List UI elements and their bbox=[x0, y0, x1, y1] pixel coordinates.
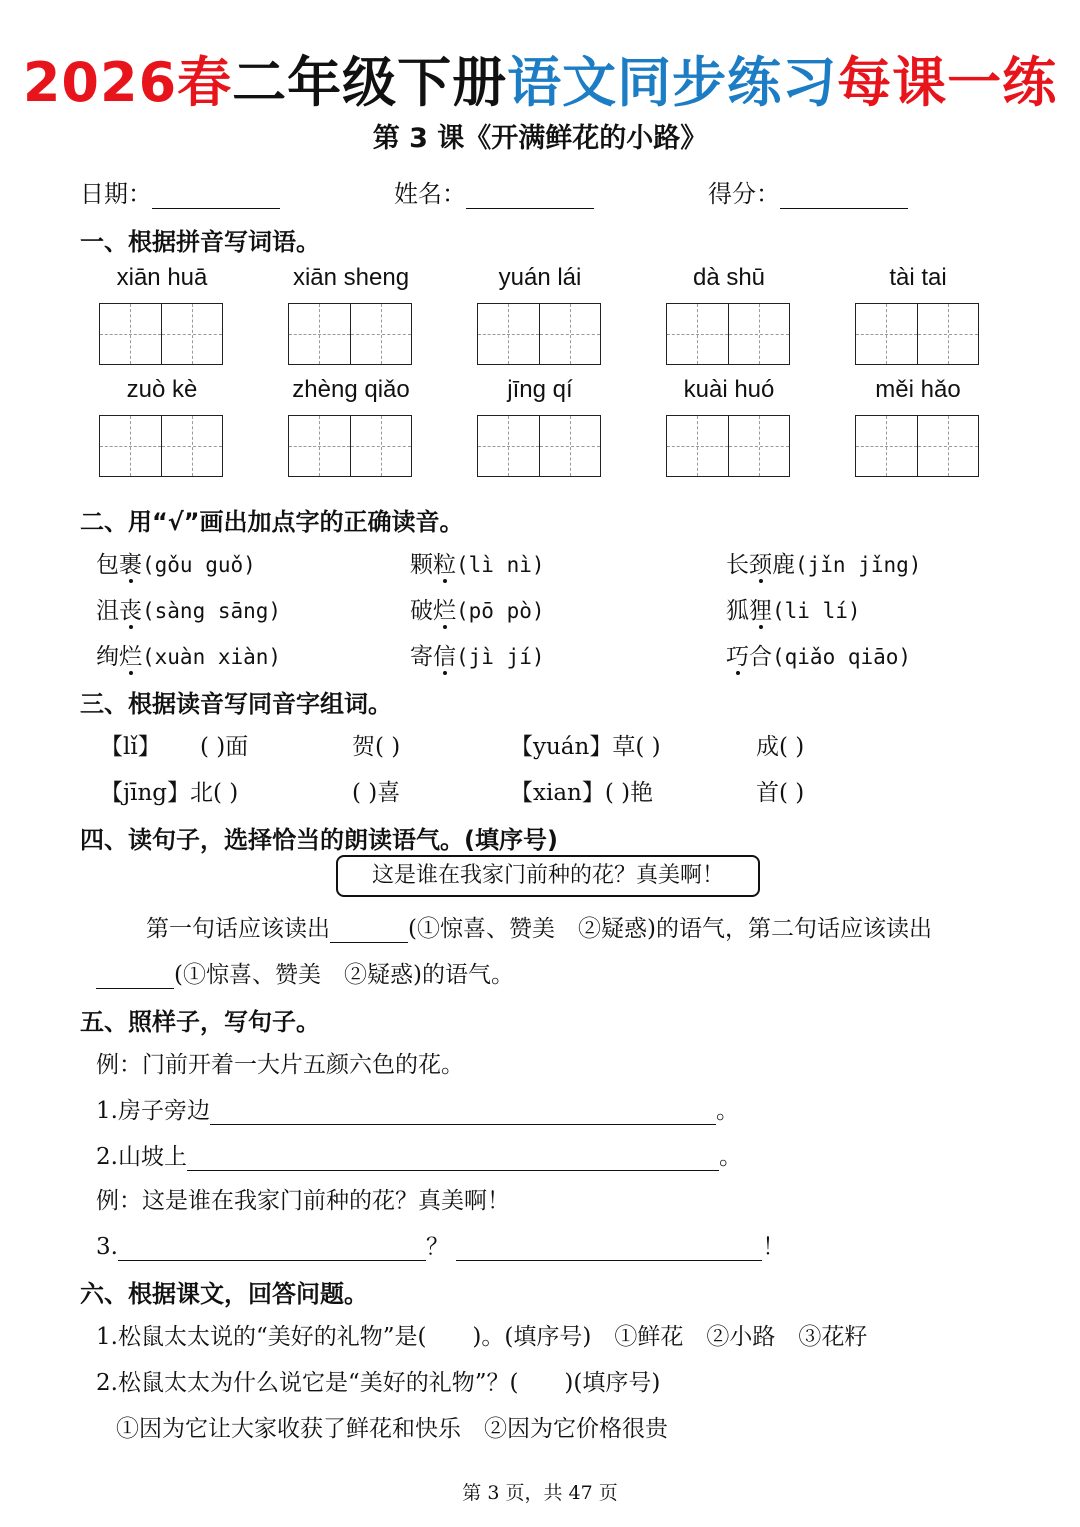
homophone-blank[interactable]: 【xian】( )艳 bbox=[510, 780, 654, 806]
pinyin-options[interactable]: (xuàn xiàn) bbox=[142, 645, 282, 669]
reading-item[interactable] bbox=[410, 592, 545, 625]
reading-item[interactable] bbox=[726, 546, 921, 579]
question-prefix: 3. bbox=[96, 1234, 118, 1260]
tone-text: 第一句话应该读出 bbox=[146, 916, 330, 942]
example-sentence-box: 这是谁在我家门前种的花？真美啊！ bbox=[336, 855, 760, 897]
name-label: 姓名： bbox=[394, 180, 466, 208]
pinyin-options[interactable]: (qiǎo qiāo) bbox=[772, 645, 912, 669]
score-field[interactable] bbox=[708, 174, 908, 209]
pinyin-label: dà shū bbox=[692, 264, 766, 291]
writing-grid[interactable] bbox=[288, 415, 412, 477]
dotted-char: 狸 bbox=[749, 598, 772, 624]
pinyin-label: měi hǎo bbox=[875, 376, 961, 403]
dotted-char: 裹 bbox=[119, 552, 142, 578]
date-label: 日期： bbox=[80, 180, 152, 208]
pinyin-options[interactable]: (gǒu guǒ) bbox=[142, 553, 256, 577]
word-char: 长 bbox=[726, 552, 749, 578]
reading-item[interactable] bbox=[96, 546, 256, 579]
writing-grid[interactable] bbox=[99, 303, 223, 365]
page-footer: 第 3 页，共 47 页 bbox=[462, 1482, 618, 1504]
dotted-char: 信 bbox=[433, 644, 456, 670]
reading-item[interactable] bbox=[726, 592, 861, 625]
pinyin-label: jīng qí bbox=[507, 376, 573, 403]
homophone-blank[interactable]: ( )喜 bbox=[352, 780, 401, 806]
homophone-blank[interactable]: 成( ) bbox=[756, 734, 805, 760]
word-char: 狐 bbox=[726, 598, 749, 624]
tone-question-line1 bbox=[146, 910, 932, 943]
tone-text: (①惊喜、赞美 ②疑惑)的语气，第二句话应该读出 bbox=[408, 916, 932, 942]
period-mark: 。 bbox=[715, 1098, 739, 1124]
word-char: 破 bbox=[410, 598, 433, 624]
title-subject: 语文同步练习 bbox=[507, 51, 838, 114]
pinyin-label: tài tai bbox=[889, 264, 947, 291]
writing-grid[interactable] bbox=[477, 303, 601, 365]
pinyin-options[interactable]: (sàng sāng) bbox=[142, 599, 282, 623]
dotted-char: 颈 bbox=[749, 552, 772, 578]
question-prefix: 2.山坡上 bbox=[96, 1144, 187, 1170]
writing-grid[interactable] bbox=[666, 415, 790, 477]
section-1-heading: 一、根据拼音写词语。 bbox=[80, 228, 320, 256]
pinyin-options[interactable]: (li lí) bbox=[772, 599, 861, 623]
reading-item[interactable] bbox=[96, 638, 281, 671]
pinyin-options[interactable]: (pō pò) bbox=[456, 599, 545, 623]
dotted-char: 烂 bbox=[433, 598, 456, 624]
section-2-heading: 二、用“√”画出加点字的正确读音。 bbox=[80, 508, 464, 536]
example-sentence-2: 例：这是谁在我家门前种的花？真美啊！ bbox=[96, 1188, 510, 1214]
tone-text: (①惊喜、赞美 ②疑惑)的语气。 bbox=[174, 962, 514, 988]
score-label: 得分： bbox=[708, 180, 780, 208]
pinyin-options[interactable]: (lì nì) bbox=[456, 553, 545, 577]
homophone-blank[interactable]: 【yuán】草( ) bbox=[510, 734, 661, 760]
score-blank[interactable] bbox=[780, 184, 908, 209]
homophone-blank[interactable]: 首( ) bbox=[756, 780, 805, 806]
homophone-blank[interactable]: 【jīng】北( ) bbox=[100, 780, 239, 806]
writing-grid[interactable] bbox=[288, 303, 412, 365]
answer-line[interactable] bbox=[118, 1238, 426, 1261]
word-char: 颗 bbox=[410, 552, 433, 578]
title-grade: 二年级下册 bbox=[232, 51, 508, 114]
answer-line[interactable] bbox=[187, 1148, 719, 1171]
period-mark: 。 bbox=[718, 1144, 742, 1170]
tone-blank-2[interactable] bbox=[96, 966, 174, 989]
pinyin-options[interactable]: (jǐn jǐng) bbox=[795, 553, 922, 577]
sentence-question-2 bbox=[96, 1138, 742, 1171]
answer-line[interactable] bbox=[210, 1102, 716, 1125]
pinyin-label: xiān huā bbox=[116, 264, 208, 291]
sentence-question-1 bbox=[96, 1092, 739, 1125]
word-char: 鹿 bbox=[772, 552, 795, 578]
reading-question-2[interactable]: 2.松鼠太太为什么说它是“美好的礼物”？( )(填序号) bbox=[96, 1370, 661, 1396]
pinyin-options[interactable]: (jì jí) bbox=[456, 645, 545, 669]
question-mark: ？ bbox=[425, 1234, 449, 1260]
dotted-char: 丧 bbox=[119, 598, 142, 624]
lesson-title: 第 3 课《开满鲜花的小路》 bbox=[372, 123, 708, 154]
date-field[interactable] bbox=[80, 174, 280, 209]
word-char: 寄 bbox=[410, 644, 433, 670]
pinyin-label: yuán lái bbox=[498, 264, 582, 291]
title-series: 每课一练 bbox=[837, 51, 1058, 114]
name-blank[interactable] bbox=[466, 184, 594, 209]
exclamation-mark: ！ bbox=[762, 1234, 786, 1260]
reading-item[interactable] bbox=[410, 546, 545, 579]
reading-item[interactable] bbox=[726, 638, 911, 671]
writing-grid[interactable] bbox=[666, 303, 790, 365]
section-5-heading: 五、照样子，写句子。 bbox=[80, 1008, 320, 1036]
pinyin-label: zuò kè bbox=[126, 376, 198, 403]
writing-grid[interactable] bbox=[855, 415, 979, 477]
writing-grid[interactable] bbox=[99, 415, 223, 477]
question-2-options: ①因为它让大家收获了鲜花和快乐 ②因为它价格很贵 bbox=[116, 1416, 668, 1442]
reading-item[interactable] bbox=[96, 592, 281, 625]
word-char: 包 bbox=[96, 552, 119, 578]
homophone-pinyin: 【lǐ】 bbox=[100, 734, 161, 760]
homophone-blank[interactable]: ( )面 bbox=[200, 734, 249, 760]
section-4-heading: 四、读句子，选择恰当的朗读语气。(填序号) bbox=[80, 826, 558, 854]
pinyin-label: zhèng qiǎo bbox=[292, 376, 410, 403]
dotted-char: 粒 bbox=[433, 552, 456, 578]
pinyin-label: xiān sheng bbox=[292, 264, 410, 291]
writing-grid[interactable] bbox=[855, 303, 979, 365]
word-char: 绚 bbox=[96, 644, 119, 670]
homophone-blank[interactable]: 贺( ) bbox=[352, 734, 401, 760]
dotted-char: 巧 bbox=[726, 644, 749, 670]
tone-blank-1[interactable] bbox=[330, 920, 408, 943]
question-prefix: 1.房子旁边 bbox=[96, 1098, 210, 1124]
section-6-heading: 六、根据课文，回答问题。 bbox=[80, 1280, 368, 1308]
example-sentence-1: 例：门前开着一大片五颜六色的花。 bbox=[96, 1052, 464, 1078]
reading-item[interactable] bbox=[410, 638, 545, 671]
word-char: 合 bbox=[749, 644, 772, 670]
title-year: 2026春 bbox=[22, 51, 233, 114]
tone-question-line2 bbox=[96, 956, 514, 989]
section-3-heading: 三、根据读音写同音字组词。 bbox=[80, 690, 392, 718]
name-field[interactable] bbox=[394, 174, 594, 209]
writing-grid[interactable] bbox=[477, 415, 601, 477]
date-blank[interactable] bbox=[152, 184, 280, 209]
sentence-question-3 bbox=[96, 1228, 785, 1261]
word-char: 沮 bbox=[96, 598, 119, 624]
reading-question-1[interactable]: 1.松鼠太太说的“美好的礼物”是( )。(填序号) ①鲜花 ②小路 ③花籽 bbox=[96, 1324, 868, 1350]
pinyin-label: kuài huó bbox=[683, 376, 775, 403]
page-title bbox=[0, 40, 1080, 117]
answer-line[interactable] bbox=[456, 1238, 762, 1261]
dotted-char: 烂 bbox=[119, 644, 142, 670]
